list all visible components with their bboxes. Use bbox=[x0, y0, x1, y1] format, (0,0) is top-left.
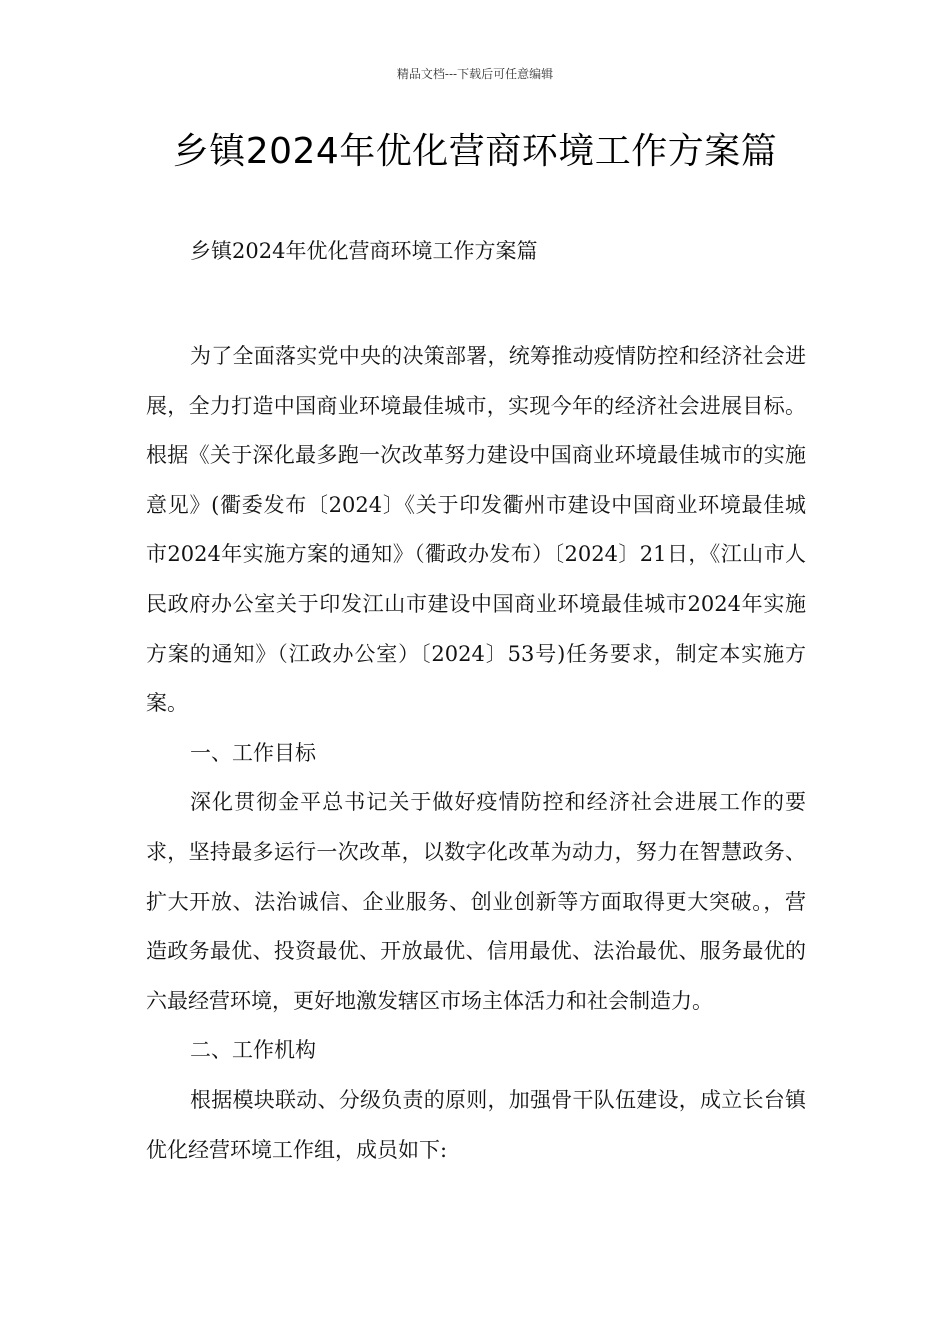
intro-paragraph: 为了全面落实党中央的决策部署，统筹推动疫情防控和经济社会进展，全力打造中国商业环境最佳城市，实现今年的经济社会进展目标。根据《关于深化最多跑一次改革努力建设中国商业环境最佳城市的实施意见》(衢委发布〔2024〕《关于印发衢州市建设中国商业环境最佳城市2024年实施方案的通知》（衢政办发布）〔2024〕21日，《江山市人民政府办公室关于印发江山市建设中国商业环境最佳城市2024年实施方案的通知》（江政办公室）〔2024〕53号)任务要求，制定本实施方案。 bbox=[146, 344, 806, 716]
goals-paragraph: 深化贯彻金平总书记关于做好疫情防控和经济社会进展工作的要求，坚持最多运行一次改革，以数字化改革为动力，努力在智慧政务、扩大开放、法治诚信、企业服务、创业创新等方面取得更大突破。，营造政务最优、投资最优、开放最优、信用最优、法治最优、服务最优的六最经营环境，更好地激发辖区市场主体活力和社会制造力。 bbox=[146, 790, 806, 1013]
document-subtitle: 乡镇2024年优化营商环境工作方案篇 bbox=[190, 239, 538, 263]
organization-paragraph: 根据模块联动、分级负责的原则，加强骨干队伍建设，成立长台镇优化经营环境工作组，成员如下: bbox=[146, 1087, 806, 1162]
section-heading-organization: 二、工作机构 bbox=[190, 1038, 316, 1063]
document-title: 乡镇2024年优化营商环境工作方案篇 bbox=[172, 131, 778, 172]
document-body bbox=[146, 332, 806, 1175]
section-heading-goals: 一、工作目标 bbox=[190, 740, 316, 765]
header-note: 精品文档---下载后可任意编辑 bbox=[396, 67, 554, 81]
